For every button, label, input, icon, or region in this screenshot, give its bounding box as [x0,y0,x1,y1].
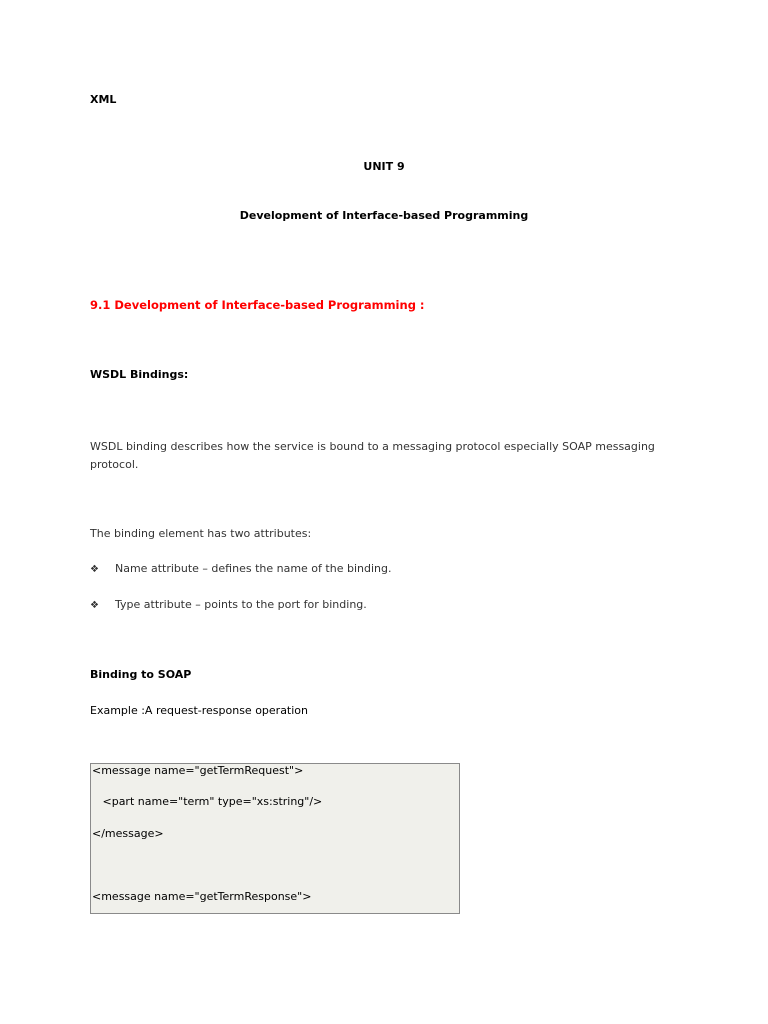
bullet-text: Type attribute – points to the port for binding. [115,598,367,611]
code-line: <part name="term" type="xs:string"/> [92,795,323,808]
example-label: Example :A request-response operation [90,704,309,717]
wsdl-bindings-heading: WSDL Bindings: [90,368,189,381]
code-block [90,763,460,914]
binding-to-soap-heading: Binding to SOAP [90,668,192,681]
code-line: <message name="getTermRequest"> [92,764,304,777]
code-line: </message> [92,827,164,840]
diamond-bullet-icon: ❖ [90,564,99,575]
diamond-bullet-icon: ❖ [90,600,99,611]
attributes-intro: The binding element has two attributes: [90,527,312,540]
unit-number: UNIT 9 [363,160,405,173]
bullet-item-name-attribute [90,562,391,575]
bullet-item-type-attribute [90,598,367,611]
unit-title: Development of Interface-based Programming [239,209,529,222]
document-header: XML [90,93,117,106]
code-line: <message name="getTermResponse"> [92,890,312,903]
wsdl-paragraph: WSDL binding describes how the service is bound to a messaging protocol especially SOAP messaging protocol. [90,440,655,471]
bullet-text: Name attribute – defines the name of the binding. [115,562,392,575]
section-heading: 9.1 Development of Interface-based Programming : [90,298,425,312]
